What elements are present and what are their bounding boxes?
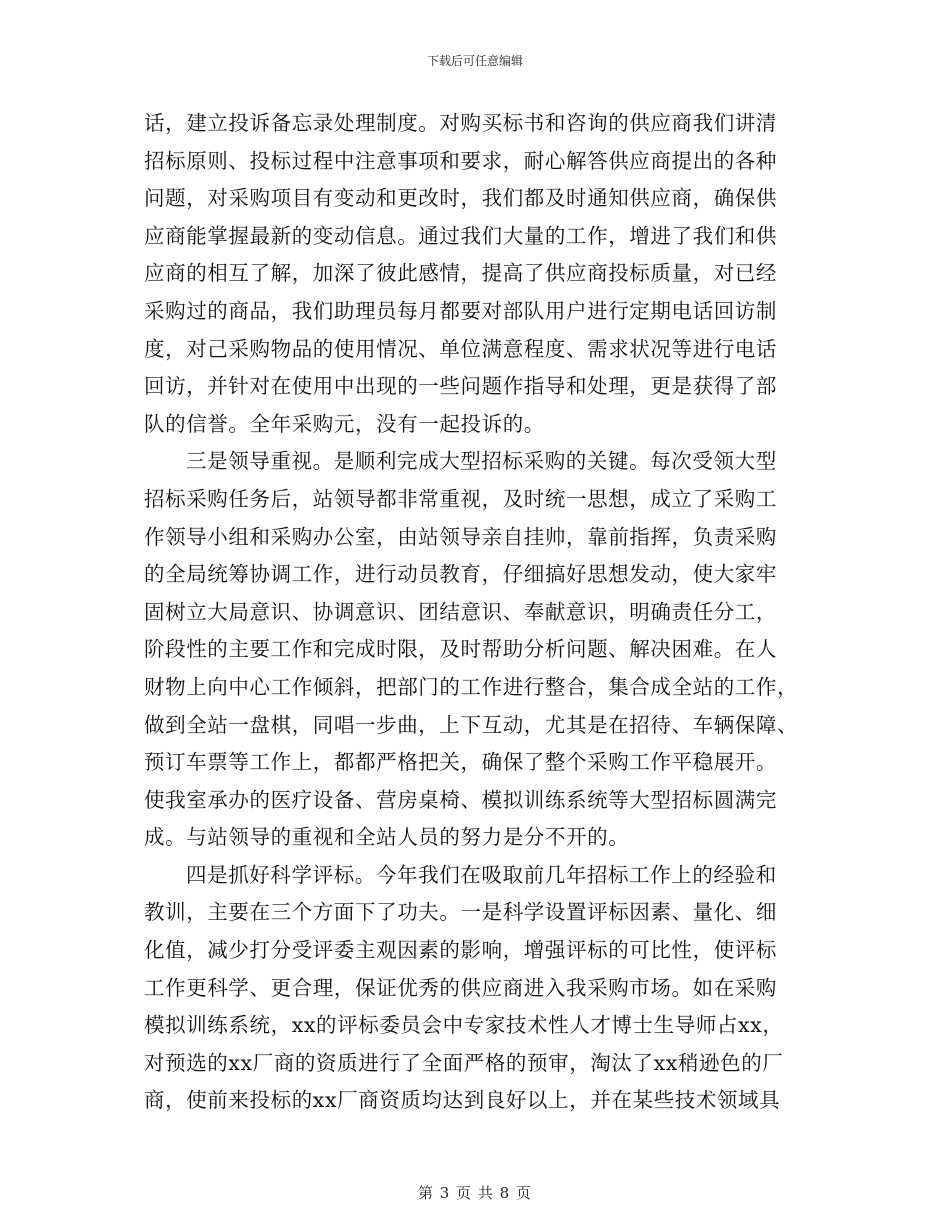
body-line: 预订车票等工作上，都都严格把关，确保了整个采购工作平稳展开。: [144, 750, 777, 775]
body-line: 招标原则、投标过程中注意事项和要求，耐心解答供应商提出的各种: [144, 148, 777, 173]
body-line: 采购过的商品，我们助理员每月都要对部队用户进行定期电话回访制: [144, 298, 777, 323]
body-line: 应商的相互了解，加深了彼此感情，提高了供应商投标质量，对已经: [144, 261, 777, 286]
body-line: 商，使前来投标的xx厂商资质均达到良好以上，并在某些技术领域具: [144, 1088, 781, 1113]
body-line: 问题，对采购项目有变动和更改时，我们都及时通知供应商，确保供: [144, 186, 777, 211]
body-line: 应商能掌握最新的变动信息。通过我们大量的工作，增进了我们和供: [144, 223, 777, 248]
page-number-footer: 第 3 页 共 8 页: [418, 1184, 532, 1202]
paragraph-start-line: 三是领导重视。是顺利完成大型招标采购的关键。每次受领大型: [186, 449, 777, 474]
body-line: 模拟训练系统，xx的评标委员会中专家技术性人才博士生导师占xx，: [144, 1013, 784, 1038]
page-header: 下载后可任意编辑: [426, 54, 523, 68]
body-line: 回访，并针对在使用中出现的一些问题作指导和处理，更是获得了部: [144, 374, 777, 399]
document-body: [144, 105, 809, 1120]
body-line: 固树立大局意识、协调意识、团结意识、奉献意识，明确责任分工，: [144, 599, 777, 624]
body-line: 使我室承办的医疗设备、营房桌椅、模拟训练系统等大型招标圆满完: [144, 787, 777, 812]
body-line: 财物上向中心工作倾斜，把部门的工作进行整合，集合成全站的工作，: [144, 674, 799, 699]
body-line: 对预选的xx厂商的资质进行了全面严格的预审，淘汰了xx稍逊色的厂: [144, 1050, 784, 1075]
body-line: 工作更科学、更合理，保证优秀的供应商进入我采购市场。如在采购: [144, 975, 777, 1000]
body-line: 招标采购任务后，站领导都非常重视，及时统一思想，成立了采购工: [144, 486, 777, 511]
body-line: 教训，主要在三个方面下了功夫。一是科学设置评标因素、量化、细: [144, 900, 777, 925]
body-line: 阶段性的主要工作和完成时限，及时帮助分析问题、解决困难。在人: [144, 637, 777, 662]
paragraph-start-line: 四是抓好科学评标。今年我们在吸取前几年招标工作上的经验和: [186, 862, 777, 887]
body-line: 的全局统筹协调工作，进行动员教育，仔细搞好思想发动，使大家牢: [144, 562, 777, 587]
body-line: 队的信誉。全年采购元，没有一起投诉的。: [144, 411, 545, 436]
body-line: 成。与站领导的重视和全站人员的努力是分不开的。: [144, 825, 630, 850]
body-line: 作领导小组和采购办公室，由站领导亲自挂帅，靠前指挥，负责采购: [144, 524, 777, 549]
body-line: 化值，减少打分受评委主观因素的影响，增强评标的可比性，使评标: [144, 938, 777, 963]
body-line: 话，建立投诉备忘录处理制度。对购买标书和咨询的供应商我们讲清: [144, 111, 777, 135]
body-line: 度，对己采购物品的使用情况、单位满意程度、需求状况等进行电话: [144, 336, 777, 361]
body-line: 做到全站一盘棋，同唱一步曲，上下互动，尤其是在招待、车辆保障、: [144, 712, 799, 737]
